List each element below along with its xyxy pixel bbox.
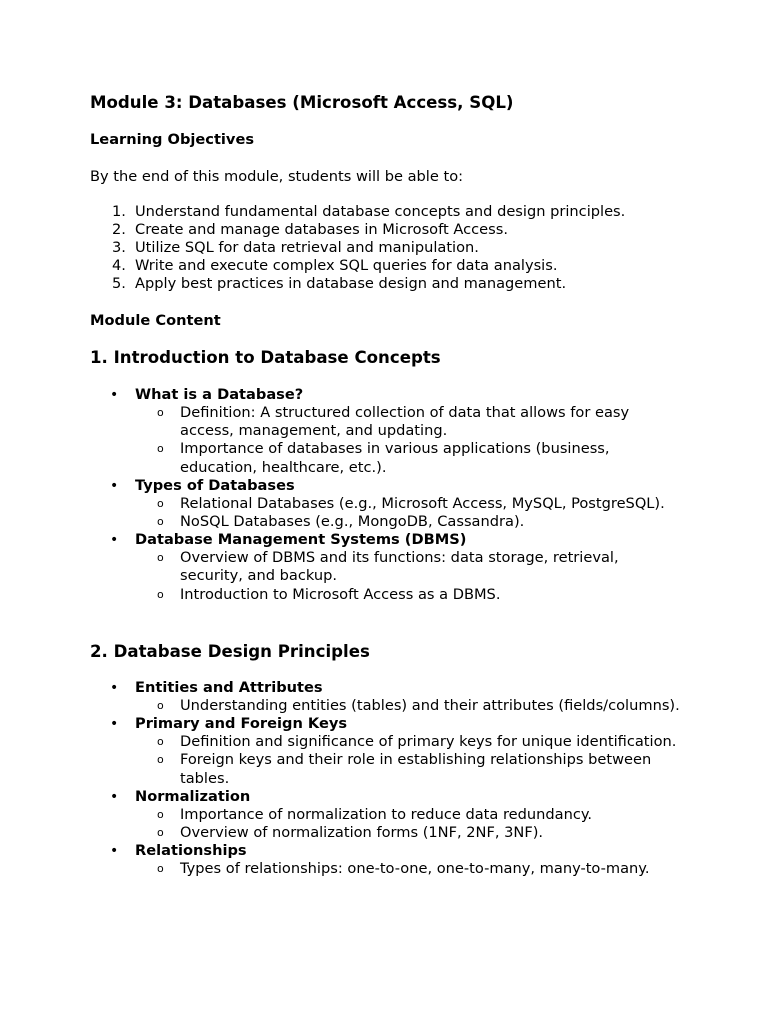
list-item bbox=[90, 386, 680, 477]
list-item bbox=[90, 842, 680, 878]
section-list bbox=[90, 386, 680, 604]
item-label: Primary and Foreign Keys bbox=[135, 715, 348, 733]
sub-item bbox=[135, 440, 680, 476]
sub-item bbox=[135, 404, 680, 440]
sub-item-text: Understanding entities (tables) and their attributes (fields/columns). bbox=[180, 697, 680, 714]
sub-bullet-icon: o bbox=[157, 735, 164, 749]
intro-text: By the end of this module, students will be able to: bbox=[90, 168, 464, 185]
list-item bbox=[90, 275, 625, 293]
sub-item bbox=[135, 824, 680, 842]
sub-list bbox=[135, 733, 680, 788]
sub-bullet-icon: o bbox=[157, 699, 164, 712]
objectives-list bbox=[90, 203, 625, 293]
sub-bullet-icon: o bbox=[157, 753, 164, 767]
objective-text: Write and execute complex SQL queries for data analysis. bbox=[135, 257, 558, 274]
sub-item-text: Importance of normalization to reduce data redundancy. bbox=[180, 805, 593, 823]
sub-item bbox=[135, 495, 680, 513]
sub-item bbox=[135, 733, 680, 751]
sub-list bbox=[135, 495, 680, 531]
objective-text: Apply best practices in database design and management. bbox=[135, 275, 567, 292]
sub-item-text: Overview of normalization forms (1NF, 2NF, 3NF). bbox=[180, 824, 544, 842]
sub-item bbox=[135, 513, 680, 531]
list-item bbox=[90, 203, 625, 221]
section-list bbox=[90, 679, 680, 878]
sub-item bbox=[135, 806, 680, 824]
section-title: 1. Introduction to Database Concepts bbox=[90, 348, 441, 367]
module-content-heading: Module Content bbox=[90, 312, 221, 329]
bullet-icon: • bbox=[110, 680, 119, 696]
list-item bbox=[90, 477, 680, 531]
sub-item-text: NoSQL Databases (e.g., MongoDB, Cassandra). bbox=[180, 513, 525, 531]
list-item bbox=[90, 239, 625, 257]
bullet-icon: • bbox=[110, 788, 119, 805]
item-label: Types of Databases bbox=[135, 476, 295, 494]
sub-bullet-icon: o bbox=[157, 587, 164, 601]
list-number: 1. bbox=[112, 203, 126, 220]
list-item bbox=[90, 257, 625, 275]
bullet-icon: • bbox=[110, 716, 119, 733]
sub-bullet-icon: o bbox=[157, 551, 164, 565]
sub-list bbox=[135, 549, 680, 604]
item-label: Relationships bbox=[135, 842, 247, 860]
list-item bbox=[90, 788, 680, 842]
sub-bullet-icon: o bbox=[157, 862, 164, 876]
sub-bullet-icon: o bbox=[157, 496, 164, 510]
item-label: Database Management Systems (DBMS) bbox=[135, 531, 467, 549]
sub-item bbox=[135, 751, 680, 787]
list-number: 2. bbox=[112, 221, 126, 238]
sub-item bbox=[135, 697, 680, 715]
sub-item-text: Definition and significance of primary keys for unique identification. bbox=[180, 733, 677, 751]
objective-text: Utilize SQL for data retrieval and manipulation. bbox=[135, 239, 479, 256]
sub-item-text: Types of relationships: one-to-one, one-to-many, many-to-many. bbox=[180, 860, 650, 878]
sub-item-text: Foreign keys and their role in establishing relationships between tables. bbox=[180, 751, 652, 787]
sub-list bbox=[135, 860, 680, 878]
item-label: What is a Database? bbox=[135, 386, 304, 403]
list-number: 4. bbox=[112, 257, 126, 274]
list-item bbox=[90, 531, 680, 604]
sub-bullet-icon: o bbox=[157, 442, 164, 456]
list-item bbox=[90, 715, 680, 788]
sub-item bbox=[135, 586, 680, 604]
sub-item-text: Relational Databases (e.g., Microsoft Access, MySQL, PostgreSQL). bbox=[180, 494, 665, 512]
sub-bullet-icon: o bbox=[157, 515, 164, 529]
list-item bbox=[90, 679, 680, 715]
sub-item-text: Definition: A structured collection of data that allows for easy access, management, and updating. bbox=[180, 404, 630, 440]
bullet-icon: • bbox=[110, 387, 119, 403]
page-title: Module 3: Databases (Microsoft Access, SQL) bbox=[90, 93, 514, 112]
learning-objectives-heading: Learning Objectives bbox=[90, 131, 255, 148]
section-title: 2. Database Design Principles bbox=[90, 642, 370, 661]
sub-list bbox=[135, 697, 680, 715]
list-item bbox=[90, 221, 625, 239]
item-label: Entities and Attributes bbox=[135, 679, 323, 696]
sub-list bbox=[135, 806, 680, 842]
sub-list bbox=[135, 404, 680, 477]
sub-item-text: Introduction to Microsoft Access as a DBMS. bbox=[180, 585, 501, 603]
list-number: 3. bbox=[112, 239, 126, 256]
objective-text: Create and manage databases in Microsoft Access. bbox=[135, 221, 508, 238]
sub-item bbox=[135, 549, 680, 585]
bullet-icon: • bbox=[110, 477, 119, 494]
sub-item bbox=[135, 860, 680, 878]
bullet-icon: • bbox=[110, 843, 119, 860]
objective-text: Understand fundamental database concepts and design principles. bbox=[135, 203, 626, 220]
list-number: 5. bbox=[112, 275, 126, 292]
bullet-icon: • bbox=[110, 532, 119, 549]
sub-bullet-icon: o bbox=[157, 807, 164, 821]
sub-bullet-icon: o bbox=[157, 826, 164, 840]
sub-item-text: Overview of DBMS and its functions: data storage, retrieval, security, and backup. bbox=[180, 549, 619, 585]
item-label: Normalization bbox=[135, 787, 251, 805]
sub-bullet-icon: o bbox=[157, 406, 164, 419]
sub-item-text: Importance of databases in various applications (business, education, healthcare, etc.). bbox=[180, 440, 610, 476]
